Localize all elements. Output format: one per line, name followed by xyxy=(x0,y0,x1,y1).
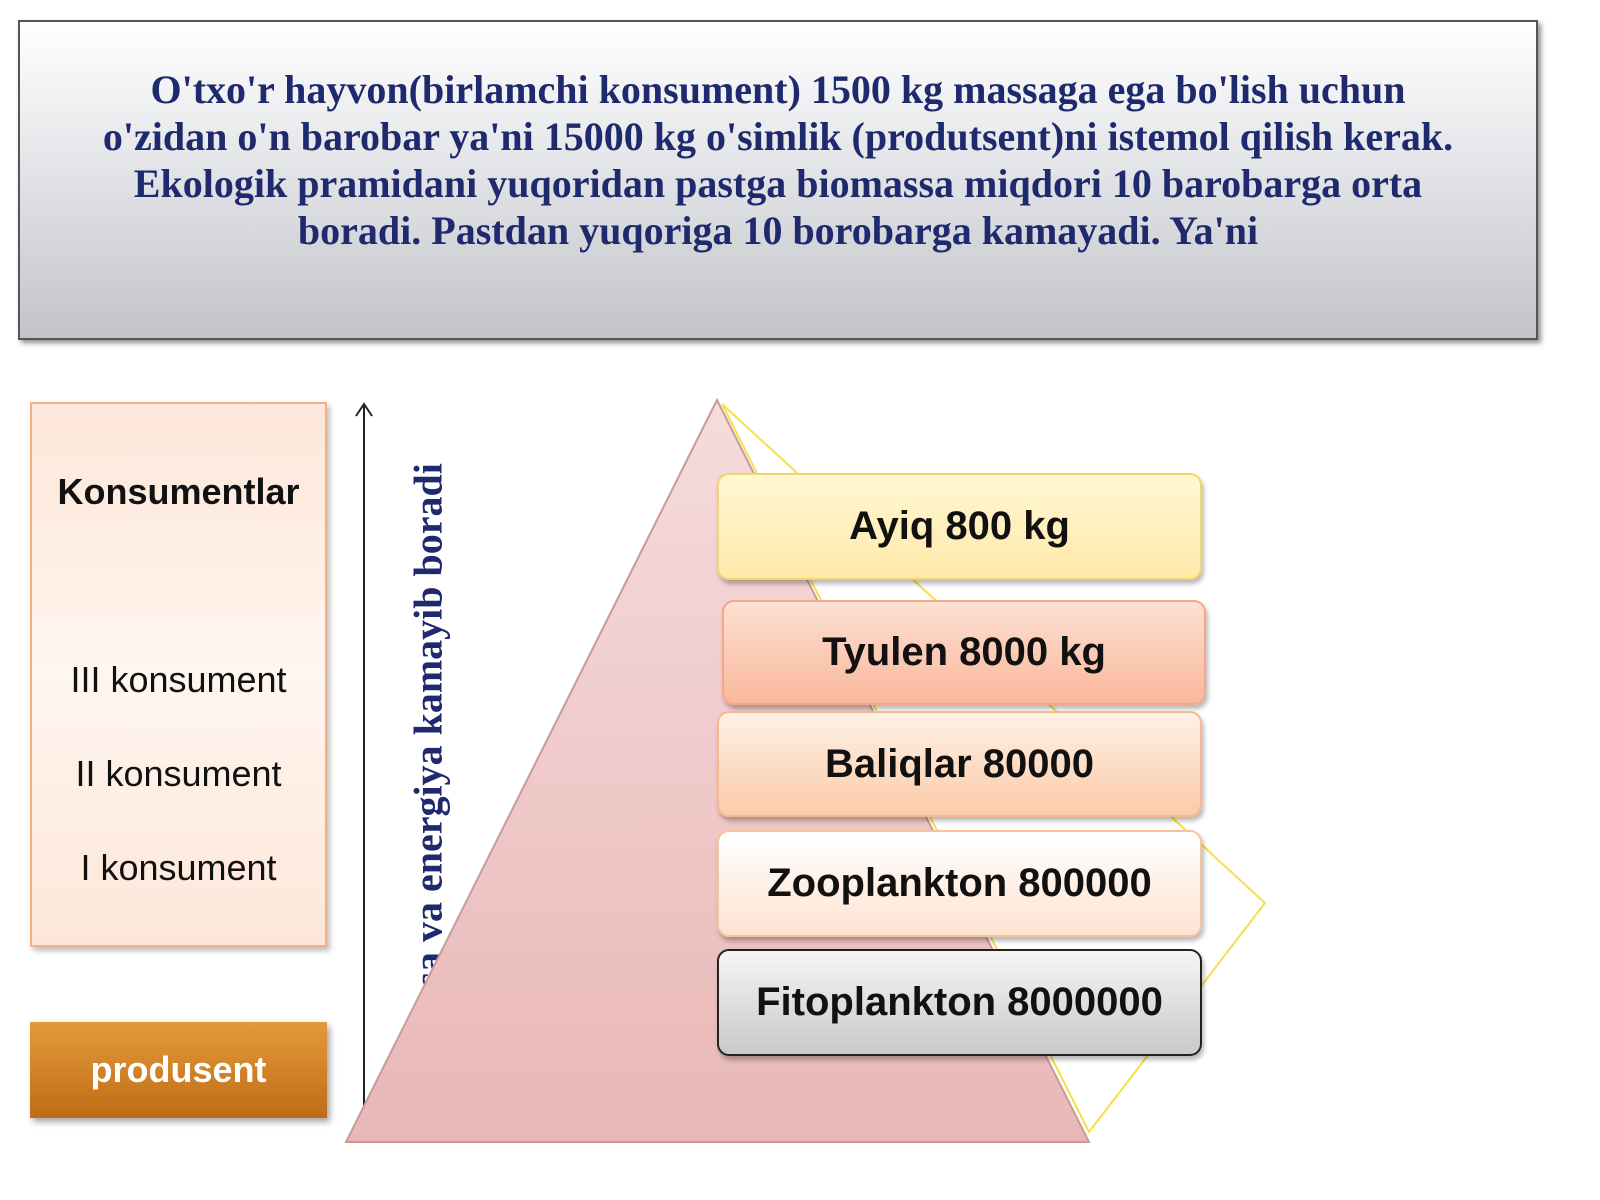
header-line-4: boradi. Pastdan yuqoriga 10 borobarga kamayadi. Ya'ni xyxy=(297,208,1259,253)
producer-box: produsent xyxy=(30,1022,327,1118)
axis-label-vertical: Massa va energiya kamayib boradi xyxy=(405,463,451,1061)
pyramid-tier-ayiq: Ayiq 800 kg xyxy=(717,473,1202,580)
legend-item-consumer-3: III konsument xyxy=(70,659,287,700)
header-line-3: Ekologik pramidani yuqoridan pastga biomassa miqdori 10 barobarga orta xyxy=(133,161,1423,206)
pyramid-tier-tyulen: Tyulen 8000 kg xyxy=(722,600,1206,705)
legend-item-consumer-1: I konsument xyxy=(80,847,277,888)
legend-title: Konsumentlar xyxy=(57,471,300,512)
header-line-2: o'zidan o'n barobar ya'ni 15000 kg o'simlik (produtsent)ni istemol qilish kerak. xyxy=(102,114,1454,159)
pyramid-tier-fitoplankton: Fitoplankton 8000000 xyxy=(717,949,1202,1056)
pyramid-tier-zooplankton: Zooplankton 800000 xyxy=(717,830,1202,937)
pyramid-tier-baliqlar: Baliqlar 80000 xyxy=(717,711,1202,817)
header-line-1: O'txo'r hayvon(birlamchi konsument) 1500 kg massaga ega bo'lish uchun xyxy=(150,67,1406,112)
legend-item-consumer-2: II konsument xyxy=(75,753,282,794)
